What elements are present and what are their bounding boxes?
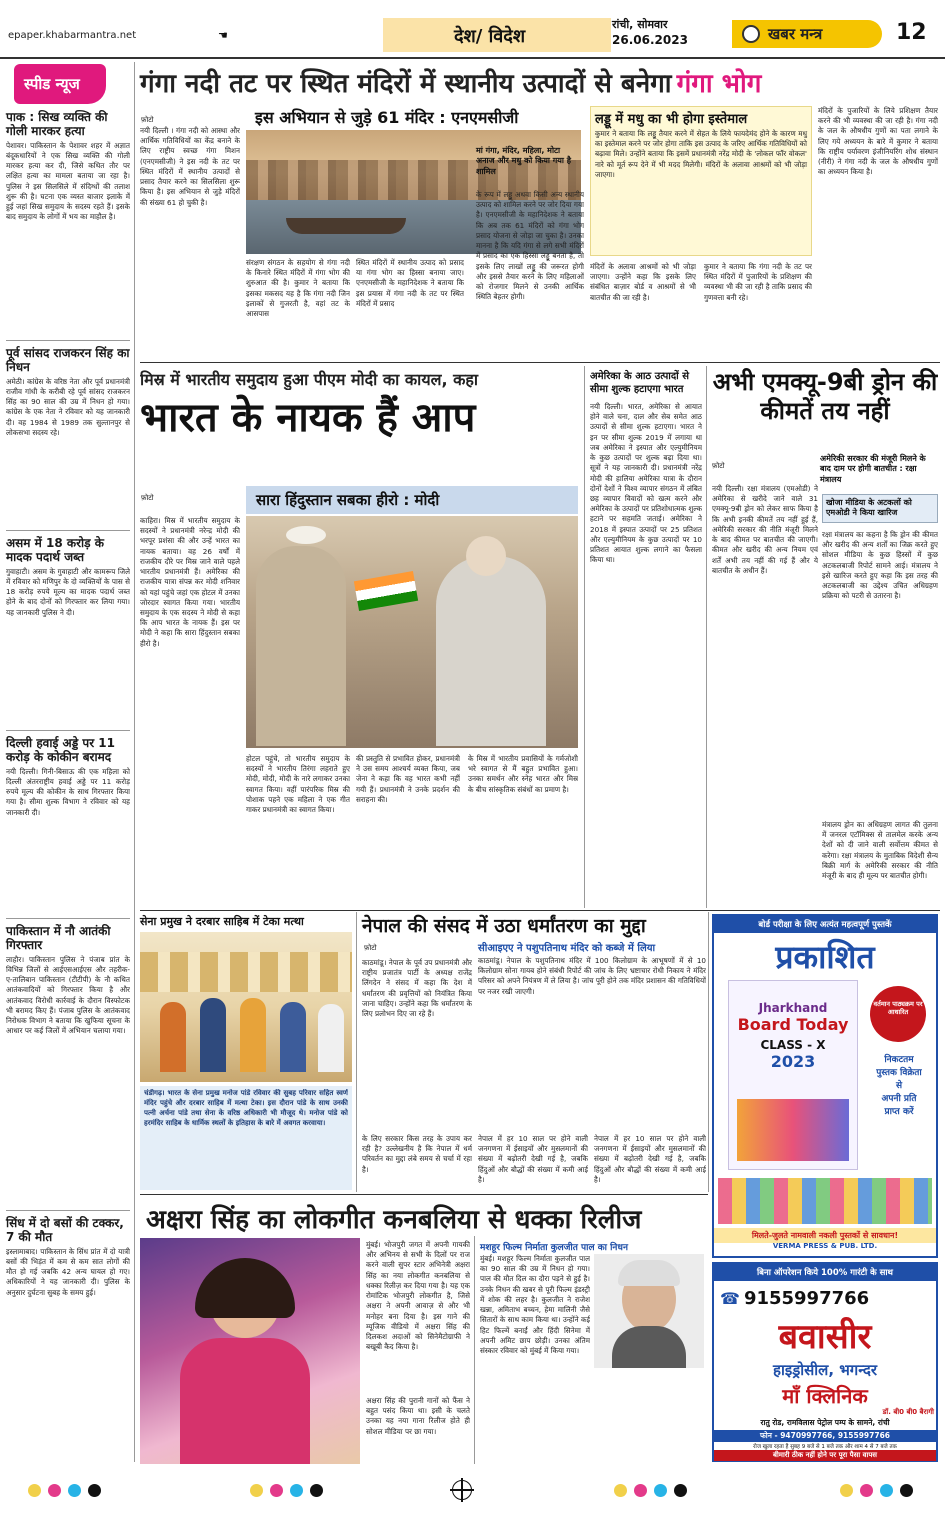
city-day: रांची, सोमवार [612,18,668,31]
photo-credit: फ़ोटो [712,462,725,470]
registration-dot [310,1484,323,1497]
nepal-col2b: नेपाल में हर 10 साल पर होने वाली जनगणना में ईसाइयों और मुसलमानों की संख्या में बढ़ोतरी देखी गई है, जबकि हिंदुओं और बौद्धों की संख्या में कमी आई है। [478,1134,588,1184]
brand-logo-icon [742,25,760,43]
drone-text2: रक्षा मंत्रालय का कहना है कि ड्रोन की कीमत और खरीद की अन्य शर्तों का जिक्र करते हुए सोशल मीडिया के कुछ हिस्सों में कुछ अटकलबाजी रिपोर्ट सामने आई। मंत्रालय ने इसे खारिज करते हुए कहा कि इस तरह की अटकलबाजी का उद्देश्य उचित अधिग्रहण प्रक्रिया को पटरी से उतारना है। [822,530,938,601]
ad-seal-text: वर्तमान पाठ्यक्रम पर आधारित [873,1000,923,1017]
ad-prakashit [712,914,938,1258]
nepal-col1: काठमांडू। नेपाल के पूर्व उप प्रधानमंत्री और राष्ट्रीय प्रजातंत्र पार्टी के अध्यक्ष राजेंद्र लिंगदेन ने संसद में कहा कि देश में धर्मांतरण की प्रवृत्तियों को नियंत्रित किया जाना चाहिए। उन्होंने कहा कि धर्मांतरण के लिए प्रलोभन दिए जा रहे हैं। [362,958,472,1019]
ganga-headline-accent: गंगा भोग [676,69,762,99]
registration-dot [88,1484,101,1497]
photo-credit: फ़ोटो [141,116,154,124]
ad-book-year: 2023 [770,1052,816,1071]
ganga-headline-main: गंगा नदी तट पर स्थित मंदिरों में स्थानीय उत्पादों से बनेगा [140,69,672,99]
army-caption-box [140,1086,352,1190]
kuljit-text: मुंबई। मशहूर फिल्म निर्माता कुलजीत पाल का 90 साल की उम्र में निधन हो गया। पाल की मौत दिल का दौरा पड़ने से हुई है। उनके निधन की खबर से पूरी फिल्म इंडस्ट्री में शोक की लहर है। कुलजीत ने राजेश खन्ना, अमिताभ बच्चन, हेमा मालिनी जैसे सितारों के साथ काम किया था। उन्होंने कई हिट फिल्में बनाईं और हिंदी सिनेमा में अपनी अमिट छाप छोड़ी। उनका अंतिम संस्कार रविवार को मुंबई में किया गया। [480,1254,590,1355]
brief-text: इस्लामाबाद। पाकिस्तान के सिंध प्रांत में दो यात्री बसों की भिड़ंत में कम से कम सात लोगों की मौत हो गई जबकि 42 अन्य घायल हो गए। अधिकारियों ने यह जानकारी दी। पुलिस के अनुसार दुर्घटना सुबह के समय हुई। [6,1246,130,1297]
ad-book-title1: Jharkhand [758,1001,828,1015]
tariff-title: अमेरिका के आठ उत्पादों से सीमा शुल्क हटाएगा भारत [590,371,690,395]
ganga-box-text: कुमार ने बताया कि लड्डू तैयार करने में सेहत के लिये फायदेमंद होने के कारण मधु का इस्तेमाल करने पर जोर होगा ताकि इस उत्पाद के जरिए आर्थिक गतिविधियों को बढ़ावा मिले। उन्होंने बताया कि इसमें प्रधानमंत्री नरेंद्र मोदी के 'लोकल फॉर वोकल' नारे को मूर्त रूप देने में भी मदद मिलेगी। मंदिरों के अलावा आश्रमों को भी जोड़ा जाएगा। [595,129,807,179]
registration-dot [48,1484,61,1497]
ad-prakashit-topline: बोर्ड परीक्षा के लिए अत्यंत महत्वपूर्ण पुस्तकें [714,916,936,933]
brief-text: नयी दिल्ली। गिनी-बिसाऊ की एक महिला को दिल्ली अंतरराष्ट्रीय हवाई अड्डे पर 11 करोड़ रुपये मूल्य की कोकीन के साथ गिरफ्तार किया गया है। सीमा शुल्क विभाग ने रविवार को यह जानकारी दी। [6,766,130,817]
ad-prakashit-footer: मिलते-जुलते नामवाली नकली पुस्तकों से सावधान! [714,1228,936,1243]
ad-book-class: CLASS - X [760,1038,826,1052]
ad-prakashit-brand: प्रकाशित [775,938,875,976]
registration-dot [900,1484,913,1497]
brief-title: पूर्व सांसद राजकरन सिंह का निधन [6,346,130,375]
ganga-pull-quote: मां गंगा, मंदिर, महिला, मोटा अनाज और मधु को किया गया है शामिल [476,146,572,176]
page-number: 12 [896,20,927,45]
modi-headline: भारत के नायक हैं आप [140,395,476,441]
registration-dot [614,1484,627,1497]
brief-0 [6,110,130,327]
brief-text: पेशावर। पाकिस्तान के पेशावर शहर में अज्ञात बंदूकधारियों ने एक सिख व्यक्ति की गोली मारकर हत्या कर दी, जिसे कथित तौर पर लक्षित हत्या का मामला बताया जा रहा है। पुलिस ने इस सिलसिले में संदिग्धों की तलाश शुरू की है। घटना एक व्यस्त बाजार इलाके में हुई जहां सिख समुदाय के सदस्य रहते हैं। इसके बाद समुदाय के लोगों में भय का माहौल है। [6,140,130,222]
army-title: सेना प्रमुख ने दरबार साहिब में टेका मत्था [140,915,304,928]
registration-dot [250,1484,263,1497]
modi-col3: की प्रस्तुति से प्रभावित होकर, प्रधानमंत्री ने उस समय आश्चर्य व्यक्त किया, जब जेना ने कहा कि वह भारत कभी नहीं गयी हैं। प्रधानमंत्री ने उनके प्रदर्शन की सराहना की। [356,754,460,804]
ganga-box-title: लड्डू में मधु का भी होगा इस्तेमाल [595,112,748,127]
ad-seal [870,986,926,1042]
ganga-col2: संरक्षण संगठन के सहयोग से गंगा नदी के किनारे स्थित मंदिरों में गंगा भोग की शुरुआत की है। कुमार ने बताया कि इसका मकसद यह है कि गंगा नदी जिन इलाकों से गुजरती है, वहां तट के आसपास [246,258,350,319]
brief-text: अमेठी। कांग्रेस के वरिष्ठ नेता और पूर्व प्रधानमंत्री राजीव गांधी के करीबी रहे पूर्व सांसद राजकरन सिंह का 90 साल की उम्र में निधन हो गया। कांग्रेस के एक नेता ने रविवार को यह जानकारी दी। वह 1984 से 1989 तक सुल्तानपुर से लोकसभा सदस्य रहे। [6,376,130,437]
brief-text: गुवाहाटी। असम के गुवाहाटी और कामरूप जिले में रविवार को मणिपुर के दो व्यक्तियों के पास से 18 करोड़ रुपये मूल्य का मादक पदार्थ जब्त होने के बाद दोनों को गिरफ्तार कर लिया गया। यह जानकारी पुलिस ने दी। [6,566,130,617]
drone-deck: अमेरिकी सरकार की मंजूरी मिलने के बाद दाम पर होगी बातचीत : रक्षा मंत्रालय [820,454,926,484]
registration-dot [860,1484,873,1497]
brief-text: लाहौर। पाकिस्तान पुलिस ने पंजाब प्रांत के विभिन्न जिलों से आईएसआईएस और तहरीक-ए-तालिबान पाकिस्तान (टीटीपी) के नौ कथित आतंकवादियों को गिरफ्तार किया है और आतंकवाद विरोधी कार्रवाई के दौरान विस्फोटक भी बरामद किए हैं। पंजाब पुलिस के आतंकवाद निरोधक विभाग ने बताया कि खुफिया सूचना के आधार पर कई जिलों में अभियान चलाया गया। [6,954,130,1036]
registration-dot [634,1484,647,1497]
modi-subhead-band [246,486,578,514]
brief-title: पाकिस्तान में नौ आतंकी गिरफ्तार [6,924,111,953]
brief-title: सिंध में दो बसों की टक्कर, 7 की मौत [6,1216,124,1245]
ad-bawasir-bottom: बीमारी ठीक नहीं होने पर पूरा पैसा वापस [714,1450,936,1461]
registration-dot [654,1484,667,1497]
ad-bawasir-doctor: डॉ. बी0 बी0 बैरागी [882,1408,934,1416]
akshara-photo [140,1238,360,1464]
ad-side-note1: निकटतम [884,1055,914,1065]
nepal-sub-title: सीआइएए ने पशुपतिनाथ मंदिर को कब्जे में लिया [478,943,656,954]
kuljit-title: मशहूर फिल्म निर्माता कुलजीत पाल का निधन [480,1243,628,1253]
modi-col4: के मिस्र में भारतीय प्रवासियों के गर्मजोशी भरे स्वागत से मैं बहुत प्रभावित हुआ। उनका समर्थन और स्नेह भारत और मिस्र के बीच सांस्कृतिक संबंधों का प्रमाण है। [468,754,578,794]
speed-news-badge [14,64,106,104]
ad-side-note5: प्राप्त करें [884,1107,914,1117]
brand-name: खबर मन्त्र [768,25,823,43]
ad-book-title2: Board Today [737,1015,849,1034]
brief-2 [6,536,130,737]
brief-3 [6,736,130,897]
akshara-text: मुंबई। भोजपुरी जगत में अपनी गायकी और अभिनय से सभी के दिलों पर राज करने वाली सुपर स्टार अभिनेत्री अक्षरा सिंह का नया लोकगीत कनबलिया से धक्का रिलीज़ कर दिया गया है। यह एक रोमांटिक भोजपुरी लोकगीत है, जिसे अक्षरा ने अपनी आवाज़ से और भी मनोहर बना दिया है। इस गाने की म्यूजिक वीडियो में अक्षरा सिंह की दिलकश अदाओं को सिनेमैटोग्राफी ने बखूबी कैद किया है। [366,1240,470,1352]
cursor-icon: ☚ [218,29,228,42]
drone-text3: मंत्रालय ड्रोन का अधिग्रहण लागत की तुलना में जनरल एटॉमिक्स से तालमेल करके अन्य देशों को दी जाने वाली सर्वोत्तम कीमत से करेगा। रक्षा मंत्रालय के मुताबिक विदेशी सैन्य बिक्री मार्ग के अमेरिकी सरकार की नीति मंजूरी के बाद ही मूल्य पर बातचीत होगी। [822,820,938,881]
brief-1 [6,346,130,527]
ganga-col5: मंदिरों के अलावा आश्रमों को भी जोड़ा जाएगा। उन्होंने कहा कि इसके लिए संबंधित बाज़ार बोर्ड व आश्रमों से भी बातचीत की जा रही है। [590,262,696,302]
registration-dot [674,1484,687,1497]
photo-credit: फ़ोटो [141,494,154,502]
ganga-col4: के रूप में लड्डू अथवा किसी अन्य स्थानीय उत्पाद को शामिल करने पर जोर दिया गया है। एनएमसीजी के महानिदेशक ने बताया कि अब तक 61 मंदिरों को गंगा भोग प्रसाद योजना से जोड़ा जा चुका है। उनका मानना है कि यदि गंगा से लगे सभी मंदिरों में प्रसाद का एक हिस्सा लड्डू बनता है, तो इसके लिए लाखों लड्डू की जरूरत होगी और इससे तैयार करने के लिए महिलाओं को रोजगार मिलने से उनकी आर्थिक स्थिति बेहतर होगी। [476,190,584,302]
registration-dot [880,1484,893,1497]
nepal-col2c: नेपाल में हर 10 साल पर होने वाली जनगणना में ईसाइयों और मुसलमानों की संख्या में बढ़ोतरी देखी गई है, जबकि हिंदुओं और बौद्धों की संख्या में कमी आई है। [594,1134,706,1184]
brief-title: असम में 18 करोड़ के मादक पदार्थ जब्त [6,536,104,565]
modi-col1: काहिरा। मिस्र में भारतीय समुदाय के सदस्यों ने प्रधानमंत्री नरेन्द्र मोदी की भरपूर प्रशंसा की और उन्हें भारत का नायक बताया। वह 26 वर्षों में राजकीय दौरे पर मिस्र जाने वाले पहले भारतीय प्रधानमंत्री हैं। अमेरिका की राजकीय यात्रा संपन्न कर मोदी शनिवार को यहां पहुंचे जहां एक होटल में उनका जोरदार स्वागत किया गया। भारतीय समुदाय के एक सदस्य ने मोदी से कहा कि आप भारत के नायक हैं। इस पर मोदी ने कहा कि सारा हिंदुस्तान सबका हीरो है। [140,516,240,648]
kuljit-photo [594,1254,704,1368]
ad-bawasir-address: रातु रोड, रामविलास पेट्रोल पम्प के सामने, रांची [760,1418,890,1427]
ad-bawasir-phone: 9155997766 [743,1288,870,1309]
tariff-text: नयी दिल्ली। भारत, अमेरिका से आयात होने वाले चना, दाल और सेब समेत आठ उत्पादों से सीमा शुल्क हटाएगा। भारत ने इन पर सीमा शुल्क 2019 में लगाया था जब अमेरिका ने इस्पात और एल्युमीनियम के कुछ उत्पादों पर शुल्क बढ़ा दिया था। सूत्रों ने यह जानकारी दी। प्रधानमंत्री नरेंद्र मोदी की हालिया अमेरिका यात्रा के दौरान दोनों देशों ने विश्व व्यापार संगठन में लंबित छह व्यापार विवादों को खत्म करने और अमेरिका के उत्पादों पर प्रतिशोधात्मक शुल्क हटाने पर सहमति जताई। अमेरिका ने 2018 में इस्पात उत्पादों पर 25 प्रतिशत और एल्युमीनियम के कुछ उत्पादों पर 10 प्रतिशत आयात शुल्क लगाने का फैसला किया था। [590,402,702,565]
footer-color-bar [0,1472,945,1517]
registration-dot [270,1484,283,1497]
drone-headline: अभी एमक्यू-9बी ड्रोन की कीमतें तय नहीं [712,368,938,425]
nepal-headline: नेपाल की संसद में उठा धर्मांतरण का मुद्दा [362,915,646,937]
page-date: 26.06.2023 [612,33,688,47]
ganga-col3: स्थित मंदिरों में स्थानीय उत्पाद को प्रसाद या गंगा भोग का हिस्सा बनाया जाए। एनएमसीजी के महानिदेशक ने बताया कि इस प्रयास में गंगा नदी के तट पर स्थित मंदिरों में प्रसाद [356,258,464,308]
epaper-url[interactable]: epaper.khabarmantra.net [8,30,137,41]
akshara-headline: अक्षरा सिंह का लोकगीत कनबलिया से धक्का रिलीज [146,1205,642,1235]
ganga-subhead: इस अभियान से जुड़े 61 मंदिर : एनएमसीजी [255,108,519,127]
ganga-col7: मंदिरों के पुजारियों के लिये प्रशिक्षण तैयार करने की भी व्यवस्था की जा रही है। गंगा नदी के जल के औषधीय गुणों का पता लगाने के लिए गये अध्ययन के बारे में कुमार ने बताया कि राष्ट्रीय पर्यावरण इंजीनियरिंग शोध संस्थान (नीरी) ने गंगा नदी के जल के औषधीय गुणों का अध्ययन किया है। [818,106,938,177]
ganga-col6: कुमार ने बताया कि गंगा नदी के तट पर स्थित मंदिरों में पुजारियों के प्रशिक्षण की व्यवस्था भी की जा रही है ताकि प्रसाद की गुणवत्ता बनी रहे। [704,262,812,302]
ad-bawasir-timing: रोज खुला रहता है सुबह 9 बजे से 1 बजे तक और शाम 4 से 7 बजे तक [753,1444,897,1450]
ganga-headline [140,64,940,102]
army-photo [140,932,352,1082]
ad-bawasir-big: बवासीर [778,1317,872,1357]
army-caption: चंडीगढ़। भारत के सेना प्रमुख मनोज पांडे रविवार की सुबह परिवार सहित स्वर्ण मंदिर पहुंचे और दरबार साहिब में मत्था टेका। इस दौरान पांडे के साथ उनकी पत्नी अर्चना पांडे तथा सेना के वरिष्ठ अधिकारी भी मौजूद थे। मनोज पांडे को हरमंदिर साहिब के धार्मिक स्थलों के इतिहास के बारे में अवगत करवाया। [144,1089,348,1127]
drone-text1: नयी दिल्ली। रक्षा मंत्रालय (एमओडी) ने अमेरिका से खरीदे जाने वाले 31 एमक्यू-9बी ड्रोन को लेकर साफ किया है कि अभी इनकी कीमतें तय नहीं हुई हैं, अमेरिकी सरकार की नीति मंजूरी मिलने के बाद कीमत पर बातचीत की जाएगी। कीमत और खरीद की अन्य नियम एवं शर्तें अभी तय नहीं की गई हैं और ये बातचीत के अधीन हैं। [712,484,818,575]
brief-title: दिल्ली हवाई अड्डे पर 11 करोड़ के कोकीन बरामद [6,736,115,765]
nepal-col1b: के लिए सरकार किस तरह के उपाय कर रही है? उल्लेखनीय है कि नेपाल में धर्म परिवर्तन का मुद्दा लंबे समय से चर्चा में रहा है। [362,1134,472,1174]
brief-4 [6,924,130,1201]
ganga-box [590,106,812,256]
modi-subhead: सारा हिंदुस्तान सबका हीरो : मोदी [256,491,440,509]
ad-bawasir [712,1262,938,1462]
registration-dot [290,1484,303,1497]
nepal-col2: काठमांडू। नेपाल के पशुपतिनाथ मंदिर में 100 किलोग्राम के आभूषणों में से 10 किलोग्राम सोना गायब होने संबंधी रिपोर्ट की जांच के लिए भ्रष्टाचार रोधी निकाय ने मंदिर परिसर को अपने नियंत्रण में ले लिया है। जांच पूरी होने तक मंदिर प्रशासन की गतिविधियों पर नजर रखी जाएगी। [478,956,706,996]
brief-5 [6,1216,130,1461]
section-label: देश/ विदेश [454,26,526,47]
modi-photo [246,516,578,748]
ganga-col1: नयी दिल्ली । गंगा नदी को आस्था और आर्थिक गतिविधियों का केंद्र बनाने के लिए राष्ट्रीय स्वच्छ गंगा मिशन (एनएमसीजी) ने इस नदी के तट पर स्थित मंदिरों में स्थानीय उत्पादों से प्रसाद तैयार करने का सिलसिला शुरू किया है। इस अभियान से जुड़े मंदिरों की संख्या 61 हो चुकी है। [140,126,240,207]
modi-kicker: मिस्र में भारतीय समुदाय हुआ पीएम मोदी का कायल, कहा [140,370,479,389]
ad-bawasir-phones: फोन - 9470997766, 9155997766 [714,1430,936,1442]
akshara-text2: अक्षरा सिंह की पुरानी गानों को फैंस ने बहुत पसंद किया था। इसी के चलते उनका यह नया गाना रिलीज होते ही सोशल मीडिया पर छा गया। [366,1396,470,1436]
top-bar [0,0,945,58]
ad-bawasir-topline: बिना ऑपरेशन किये 100% गारंटी के साथ [714,1264,936,1281]
ad-bawasir-clinic: माँ क्लिनिक [782,1384,868,1408]
photo-credit: फ़ोटो [364,944,377,952]
registration-dot [840,1484,853,1497]
drone-boxed-sub: खोजा मीडिया के अटकलों को एमओडी ने किया खारिज [822,494,938,523]
modi-col2: होटल पहुंचे, तो भारतीय समुदाय के सदस्यों ने भारतीय तिरंगा लहराते हुए मोदी, मोदी, मोदी के नारे लगाकर उनका स्वागत किया। वहीं पारंपरिक मिस्र की पोशाक पहने एक महिला ने एक गीत गाकर प्रधानमंत्री का स्वागत किया। [246,754,350,815]
registration-dot [68,1484,81,1497]
registration-dot [28,1484,41,1497]
phone-icon: ☎ [720,1289,740,1308]
brief-title: पाक : सिख व्यक्ति की गोली मारकर हत्या [6,110,108,139]
speed-news-label: स्पीड न्यूज [24,75,80,93]
ad-side-note4: अपनी प्रति [881,1094,917,1104]
ad-side-note3: से [895,1081,903,1091]
ad-bawasir-sub: हाइड्रोसील, भगन्दर [773,1361,877,1379]
ad-prakashit-publisher: VERMA PRESS & PUB. LTD. [772,1242,878,1250]
ad-side-note2: पुस्तक विक्रेता [876,1068,922,1078]
